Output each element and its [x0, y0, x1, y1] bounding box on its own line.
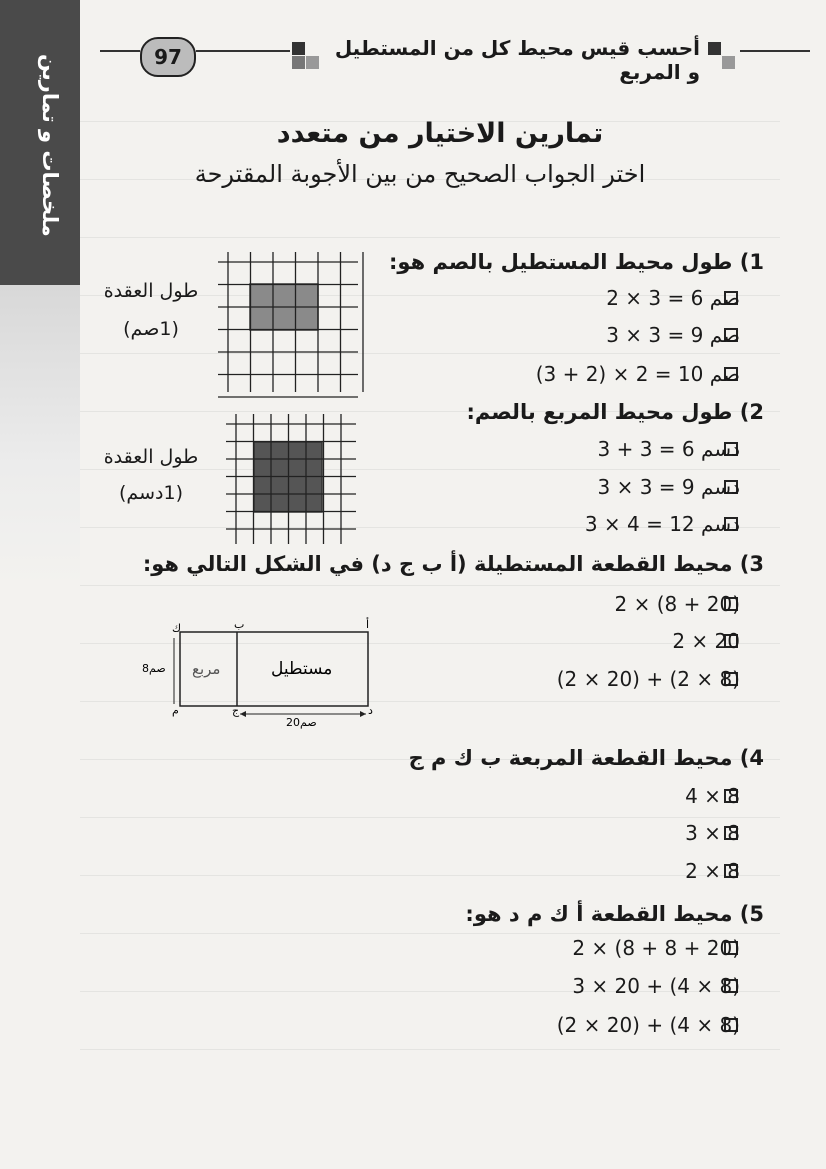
header-square-icon — [722, 56, 735, 69]
q5-option-2: 3 × 20 + (4 × 8) — [572, 974, 740, 998]
grid1-caption-line2: (1صم) — [123, 318, 179, 340]
point-a: أ — [366, 618, 370, 631]
grid2-caption-line1: طول العقدة — [103, 446, 199, 468]
page-subtitle: اختر الجواب الصحيح من بين الأجوبة المقترحة — [194, 160, 646, 188]
arrow-right-icon — [360, 711, 366, 717]
point-d: د — [368, 704, 373, 717]
header-rule-mid — [196, 50, 290, 52]
figure-label-rectangle: مستطيل — [271, 659, 333, 679]
q3-option-3: (2 × 20) + (2 × 8) — [556, 667, 740, 691]
q1-option-1: 2 × 3 = 6 صم — [606, 286, 740, 310]
q4-option-1: 4 × 8 — [685, 784, 740, 808]
header-square-icon — [292, 56, 305, 69]
grid-figure-2 — [226, 414, 362, 550]
q2-option-3: 3 × 4 = 12 دسم — [584, 512, 740, 536]
q3-option-1: 2 × (8 + 20) — [614, 592, 740, 616]
question-1: 1) طول محيط المستطيل بالصم هو: — [389, 250, 764, 274]
figure-dim-width: 20صم — [286, 716, 317, 729]
question-5: 5) محيط القطعة أ ك م د هو: — [465, 902, 764, 926]
header-square-icon — [306, 56, 319, 69]
grid1-caption-line1: طول العقدة — [103, 280, 199, 302]
q1-option-2: 3 × 3 = 9 صم — [606, 323, 740, 347]
question-3: 3) محيط القطعة المستطيلة (أ ب ج د) في الشكل التالي هو: — [142, 552, 764, 576]
header-square-icon — [292, 42, 305, 55]
grid-figure-1 — [218, 252, 358, 386]
q1-option-3: (3 + 2) × 2 = 10 صم — [535, 362, 740, 386]
question-4: 4) محيط القطعة المربعة ب ك م ج — [408, 746, 764, 770]
q3-option-2: 2 × 20 — [672, 629, 740, 653]
point-m: م — [172, 704, 179, 717]
point-b: ب — [234, 618, 245, 631]
q4-option-3: 2 × 8 — [685, 859, 740, 883]
page-title: تمارين الاختيار من متعدد — [276, 118, 604, 149]
header-square-icon — [708, 42, 721, 55]
header-rule-right — [740, 50, 810, 52]
sidebar-label: ملخصات و تمارين — [38, 53, 62, 237]
grid2-caption-line2: (1دسم) — [119, 482, 183, 504]
header-rule-left — [100, 50, 140, 52]
sidebar-tab — [0, 0, 80, 285]
point-k: ك — [172, 622, 182, 635]
header-title: أحسب قيس محيط كل من المستطيل و المربع — [334, 36, 700, 84]
question-2: 2) طول محيط المربع بالصم: — [466, 400, 764, 424]
q5-option-3: (2 × 20) + (4 × 8) — [556, 1013, 740, 1037]
q4-option-2: 3 × 8 — [685, 821, 740, 845]
figure-dim-height: 8صم — [142, 662, 166, 675]
sidebar-fade — [0, 285, 80, 585]
q5-option-1: 2 × (8 + 8 + 20) — [572, 936, 740, 960]
q2-option-2: 3 × 3 = 9 دسم — [597, 475, 740, 499]
point-j: ج — [232, 704, 240, 717]
q2-option-1: 3 + 3 = 6 دسم — [597, 437, 740, 461]
arrow-left-icon — [240, 711, 246, 717]
page-number: 97 — [140, 37, 196, 77]
figure-label-square: مربع — [192, 660, 221, 678]
rectangle-square-figure — [142, 618, 390, 729]
